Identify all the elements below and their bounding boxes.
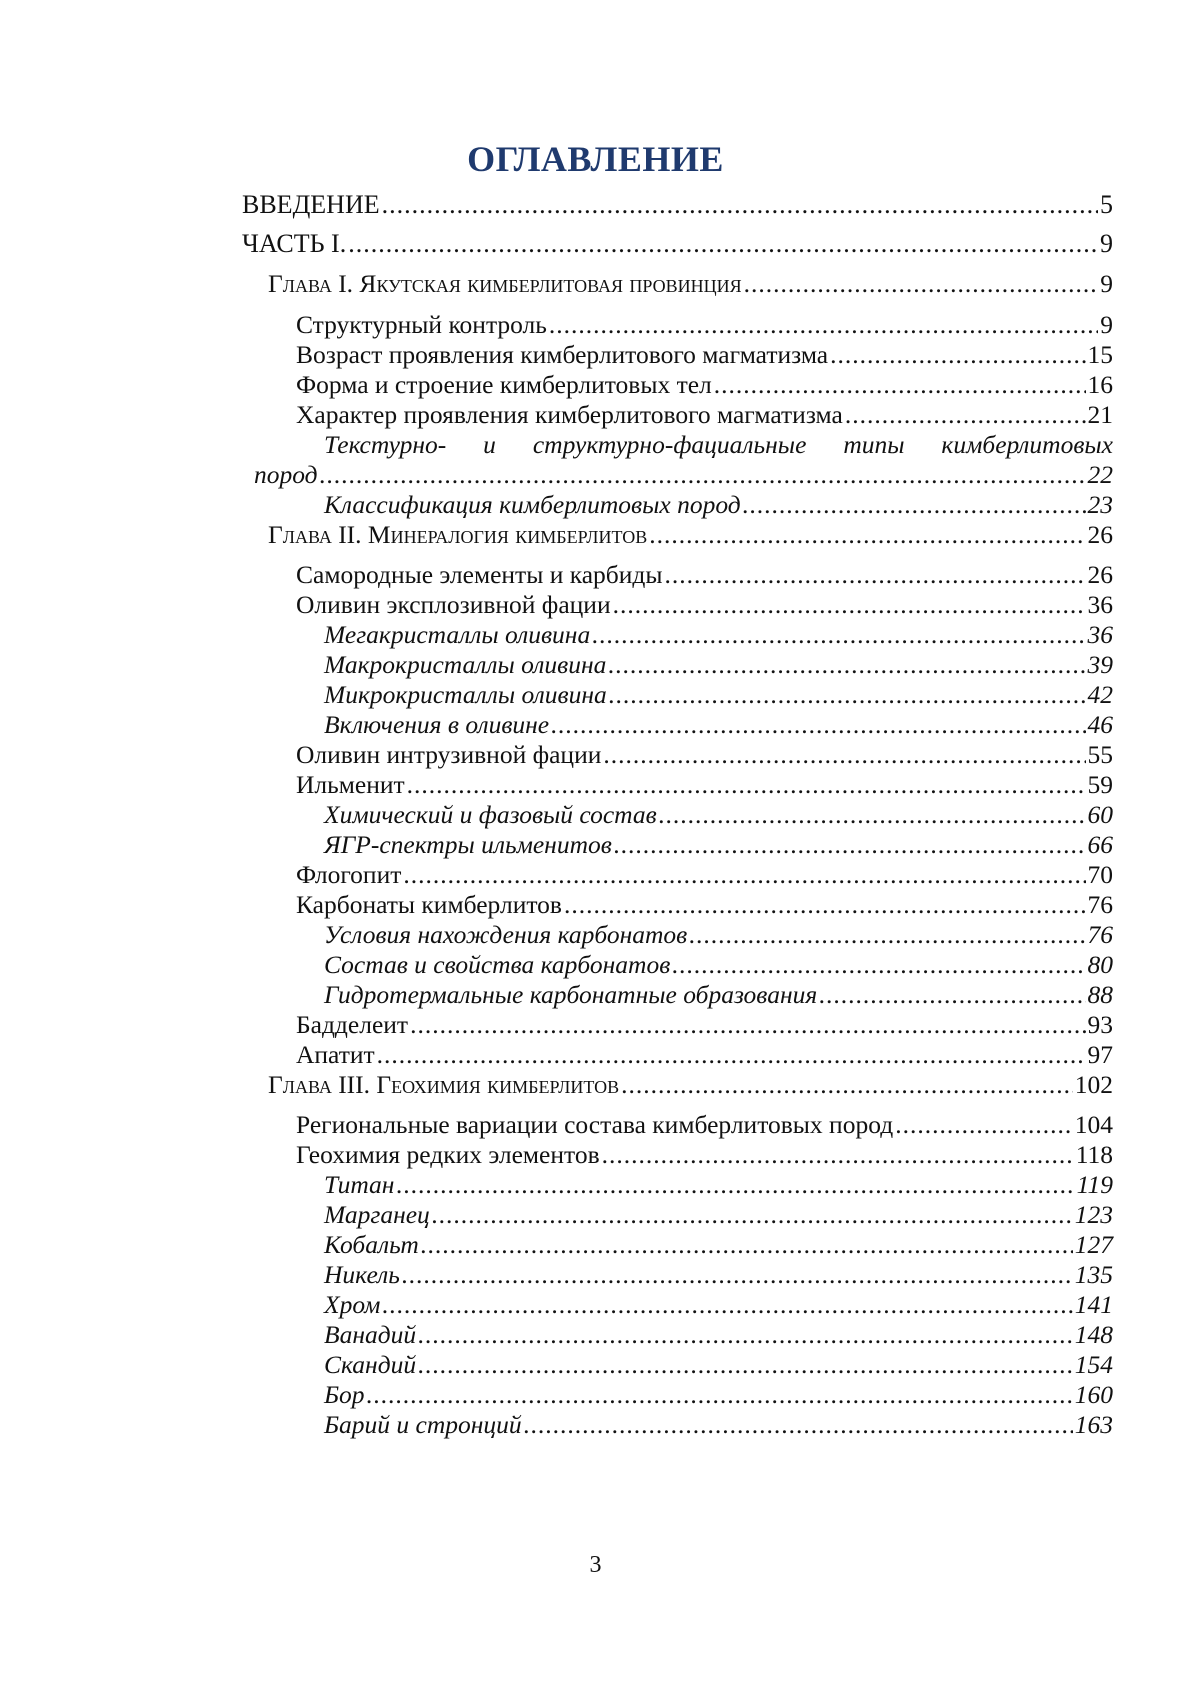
leader-dots: [744, 269, 1099, 299]
toc-entry[interactable]: [324, 1200, 1113, 1230]
toc-entry[interactable]: [324, 710, 1113, 740]
toc-entry-label: Классификация кимберлитовых пород: [324, 490, 741, 519]
toc-entry[interactable]: [296, 560, 1113, 590]
toc-entry-page: 123: [1074, 1200, 1113, 1229]
toc-entry-label: ЯГР-спектры ильменитов: [324, 830, 612, 859]
toc-entry-page: 93: [1087, 1010, 1113, 1039]
leader-dots: [549, 310, 1098, 340]
toc-entry-page: 118: [1075, 1140, 1113, 1169]
toc-entry[interactable]: [324, 680, 1113, 710]
toc-entry-label: Кобальт: [324, 1230, 419, 1259]
toc-entry-label: Гидротермальные карбонатные образования: [324, 980, 818, 1009]
leader-dots: [609, 680, 1086, 710]
toc-entry-label: Флогопит: [296, 860, 402, 889]
toc-entry-label: Глава II. Минералогия кимберлитов: [268, 520, 648, 549]
toc-entry-page: 55: [1087, 740, 1113, 769]
toc-entry-page: 160: [1074, 1380, 1113, 1409]
leader-dots: [665, 560, 1086, 590]
toc-entry[interactable]: [324, 1170, 1113, 1200]
toc-entry-page: 15: [1087, 340, 1113, 369]
toc-entry-page: 59: [1087, 770, 1113, 799]
leader-dots: [621, 1070, 1073, 1100]
toc-entry[interactable]: [324, 950, 1113, 980]
toc-entry[interactable]: [296, 370, 1113, 400]
toc-entry-label: Региональные вариации состава кимберлитовых пород: [296, 1110, 894, 1139]
toc-entry-label: Марганец: [324, 1200, 430, 1229]
toc-entry-label: ЧАСТЬ I.: [242, 229, 347, 258]
leader-dots: [407, 770, 1086, 800]
toc-entry-label: Оливин эксплозивной фации: [296, 590, 611, 619]
toc-entry-page: 80: [1087, 950, 1113, 979]
toc-entry-page: 154: [1074, 1350, 1113, 1379]
toc-entry[interactable]: [324, 1320, 1113, 1350]
toc-entry[interactable]: [242, 190, 1113, 220]
toc-entry-label: Включения в оливине: [324, 710, 550, 739]
leader-dots: [418, 1320, 1073, 1350]
leader-dots: [602, 1140, 1074, 1170]
leader-dots: [377, 1040, 1086, 1070]
leader-dots: [592, 620, 1085, 650]
toc-entry-page: 36: [1087, 590, 1113, 619]
toc-entry[interactable]: [324, 1260, 1113, 1290]
toc-entry[interactable]: [324, 1350, 1113, 1380]
toc-entry-label: Барий и стронций: [324, 1410, 522, 1439]
toc-entry-page: 163: [1074, 1410, 1113, 1439]
toc-entry[interactable]: [296, 1140, 1113, 1170]
toc-entry-page: 9: [1100, 269, 1113, 298]
leader-dots: [672, 950, 1085, 980]
toc-entry-label: Химический и фазовый состав: [324, 800, 657, 829]
toc-entry-page: 141: [1074, 1290, 1113, 1319]
toc-entry-label: Геохимия редких элементов: [296, 1140, 600, 1169]
leader-dots: [689, 920, 1085, 950]
leader-dots: [819, 980, 1085, 1010]
toc-entry-label: пород: [254, 460, 318, 489]
toc-entry-label: Ванадий: [324, 1320, 417, 1349]
toc-entry-label: Никель: [324, 1260, 400, 1289]
toc-entry[interactable]: [296, 1010, 1113, 1040]
toc-entry-page: 127: [1074, 1230, 1113, 1259]
toc-entry-page: 22: [1087, 460, 1113, 489]
toc-entry-page: 16: [1087, 370, 1113, 399]
toc-entry[interactable]: [296, 1040, 1113, 1070]
toc-entry-page: 66: [1087, 830, 1113, 859]
leader-dots: [743, 490, 1086, 520]
toc-entry[interactable]: [324, 1410, 1113, 1440]
toc-entry-page: 60: [1087, 800, 1113, 829]
leader-dots: [348, 229, 1098, 259]
toc-entry-label: Ильменит: [296, 770, 405, 799]
leader-dots: [613, 590, 1086, 620]
toc-entry-label: Скандий: [324, 1350, 417, 1379]
leader-dots: [524, 1410, 1073, 1440]
toc-entry-label: Состав и свойства карбонатов: [324, 950, 671, 979]
toc-entry[interactable]: [296, 1110, 1113, 1140]
toc-entry-label: Оливин интрузивной фации: [296, 740, 602, 769]
toc-entry-label: Апатит: [296, 1040, 375, 1069]
toc-entry[interactable]: [242, 229, 1113, 259]
toc-entry-page: 9: [1100, 310, 1113, 339]
toc-entry[interactable]: [324, 800, 1113, 830]
toc-entry-page: 70: [1087, 860, 1113, 889]
toc-entry-page: 26: [1087, 520, 1113, 549]
toc-entry-label: Самородные элементы и карбиды: [296, 560, 663, 589]
leader-dots: [320, 460, 1086, 490]
leader-dots: [895, 1110, 1073, 1140]
toc-entry-label: Макрокристаллы оливина: [324, 650, 607, 679]
toc-entry-label: Карбонаты кимберлитов: [296, 890, 562, 919]
toc-entry-label: Возраст проявления кимберлитового магматизма: [296, 340, 829, 369]
toc-entry[interactable]: [296, 340, 1113, 370]
page-number: 3: [589, 1552, 602, 1578]
toc-entry-page: 148: [1074, 1320, 1113, 1349]
toc-entry[interactable]: [268, 520, 1113, 550]
toc-entry[interactable]: [324, 1380, 1113, 1410]
leader-dots: [649, 520, 1085, 550]
page-title: ОГЛАВЛЕНИЕ: [467, 139, 724, 179]
toc-entry-label: Мегакристаллы оливина: [324, 620, 591, 649]
leader-dots: [659, 800, 1086, 830]
toc-entry-label: Хром: [324, 1290, 381, 1319]
toc-entry[interactable]: [324, 980, 1113, 1010]
leader-dots: [603, 740, 1085, 770]
toc-entry[interactable]: [296, 770, 1113, 800]
toc-entry-page: 36: [1087, 620, 1113, 649]
toc-entry-page: 5: [1100, 190, 1113, 219]
toc-entry-wrapped-line2[interactable]: [254, 460, 1113, 490]
toc-entry-label: Глава III. Геохимия кимберлитов: [268, 1070, 620, 1099]
toc-entry-page: 42: [1087, 680, 1113, 709]
toc-entry-label: Бор: [324, 1380, 365, 1409]
leader-dots: [614, 830, 1086, 860]
toc-entry-page: 39: [1087, 650, 1113, 679]
toc-entry-label: Текстурно- и структурно-фациальные типы кимберлитовых: [324, 430, 1113, 459]
leader-dots: [410, 1010, 1085, 1040]
leader-dots: [367, 1380, 1073, 1410]
toc-entry-page: 9: [1100, 229, 1113, 258]
leader-dots: [396, 1170, 1074, 1200]
toc-entry[interactable]: [324, 490, 1113, 520]
leader-dots: [830, 340, 1085, 370]
leader-dots: [551, 710, 1085, 740]
toc-entry-label: Структурный контроль: [296, 310, 547, 339]
toc-entry-page: 104: [1074, 1110, 1113, 1139]
toc-entry-page: 21: [1087, 400, 1113, 429]
toc-entry[interactable]: [296, 590, 1113, 620]
toc-entry-page: 23: [1087, 490, 1113, 519]
leader-dots: [382, 1290, 1072, 1320]
toc-entry-label: Бадделеит: [296, 1010, 409, 1039]
leader-dots: [608, 650, 1085, 680]
toc-entry-page: 26: [1087, 560, 1113, 589]
toc-entry[interactable]: [268, 1070, 1113, 1100]
toc-entry-page: 135: [1074, 1260, 1113, 1289]
leader-dots: [418, 1350, 1073, 1380]
toc-entry[interactable]: [324, 1230, 1113, 1260]
toc-entry-label: ВВЕДЕНИЕ: [242, 190, 380, 219]
toc-entry-label: Характер проявления кимберлитового магматизма: [296, 400, 843, 429]
toc-entry-page: 119: [1076, 1170, 1113, 1199]
toc-entry[interactable]: [296, 740, 1113, 770]
leader-dots: [403, 860, 1085, 890]
toc-entry-page: 102: [1074, 1070, 1113, 1099]
toc-entry[interactable]: [296, 400, 1113, 430]
toc-entry-label: Условия нахождения карбонатов: [324, 920, 688, 949]
toc-entry-page: 76: [1087, 920, 1113, 949]
toc-entry[interactable]: [268, 269, 1113, 299]
toc-entry[interactable]: [296, 890, 1113, 920]
toc-entry-label: Титан: [324, 1170, 395, 1199]
toc-entry-label: Форма и строение кимберлитовых тел: [296, 370, 712, 399]
leader-dots: [421, 1230, 1073, 1260]
toc-entry[interactable]: [324, 830, 1113, 860]
toc-entry-label: Микрокристаллы оливина: [324, 680, 607, 709]
leader-dots: [402, 1260, 1073, 1290]
toc-entry-page: 97: [1087, 1040, 1113, 1069]
toc-entry-label: Глава I. Якутская кимберлитовая провинция: [268, 269, 742, 298]
toc-entry[interactable]: [324, 1290, 1113, 1320]
toc-entry-page: 88: [1087, 980, 1113, 1009]
toc-entry[interactable]: [324, 920, 1113, 950]
toc-entry[interactable]: [324, 650, 1113, 680]
toc-entry-page: 46: [1087, 710, 1113, 739]
toc-entry[interactable]: [296, 310, 1113, 340]
toc-entry-page: 76: [1087, 890, 1113, 919]
toc-entry[interactable]: [296, 860, 1113, 890]
leader-dots: [845, 400, 1086, 430]
leader-dots: [714, 370, 1086, 400]
leader-dots: [382, 190, 1098, 220]
toc-entry[interactable]: [324, 620, 1113, 650]
leader-dots: [564, 890, 1086, 920]
leader-dots: [432, 1200, 1073, 1230]
toc-entry-wrapped-line1[interactable]: [324, 430, 1113, 460]
